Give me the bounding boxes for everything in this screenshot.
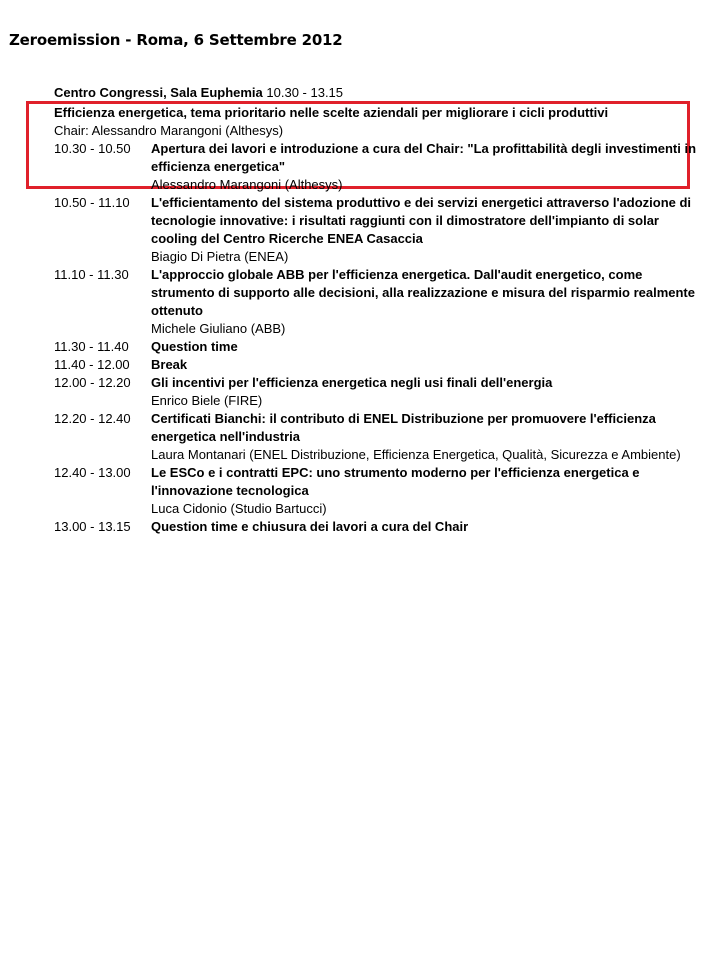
agenda-time: 10.30 - 10.50 bbox=[54, 141, 131, 156]
agenda-title: L'approccio globale ABB per l'efficienza energetica. Dall'audit energetico, come strumento di supporto alle decisioni, alla realizzazione e misura del risparmio realmente ottenuto bbox=[151, 267, 695, 318]
agenda-time: 11.10 - 11.30 bbox=[54, 267, 129, 282]
agenda-title: Certificati Bianchi: il contributo di ENEL Distribuzione per promuovere l'efficienza energetica nell'industria bbox=[151, 411, 656, 444]
agenda-row bbox=[54, 338, 704, 356]
agenda-title: Break bbox=[151, 357, 188, 372]
session-header bbox=[54, 104, 704, 140]
agenda-speaker: Alessandro Marangoni (Althesys) bbox=[151, 177, 343, 192]
agenda-title: Question time e chiusura dei lavori a cura del Chair bbox=[151, 519, 469, 534]
agenda-time: 12.00 - 12.20 bbox=[54, 375, 131, 390]
agenda-row bbox=[54, 194, 704, 266]
agenda-title: Apertura dei lavori e introduzione a cura del Chair: "La profittabilità degli investimenti in efficienza energetica" bbox=[151, 141, 697, 174]
agenda-speaker: Laura Montanari (ENEL Distribuzione, Efficienza Energetica, Qualità, Sicurezza e Ambiente) bbox=[151, 447, 681, 462]
agenda-title: Gli incentivi per l'efficienza energetica negli usi finali dell'energia bbox=[151, 375, 553, 390]
agenda-row bbox=[54, 518, 704, 536]
agenda-speaker: Luca Cidonio (Studio Bartucci) bbox=[151, 501, 327, 516]
agenda-row bbox=[54, 140, 704, 194]
agenda-time: 10.50 - 11.10 bbox=[54, 195, 130, 210]
page-title: Zeroemission - Roma, 6 Settembre 2012 bbox=[9, 31, 343, 49]
agenda-time: 12.20 - 12.40 bbox=[54, 411, 131, 426]
venue-line bbox=[54, 85, 343, 100]
agenda-time: 11.40 - 12.00 bbox=[54, 357, 130, 372]
agenda-time: 13.00 - 13.15 bbox=[54, 519, 131, 534]
agenda-list bbox=[54, 140, 704, 536]
agenda-row bbox=[54, 464, 704, 518]
agenda-time: 11.30 - 11.40 bbox=[54, 339, 129, 354]
venue-place: Centro Congressi, Sala Euphemia bbox=[54, 85, 263, 100]
session-chair: Chair: Alessandro Marangoni (Althesys) bbox=[54, 123, 284, 138]
agenda-time: 12.40 - 13.00 bbox=[54, 465, 131, 480]
venue-time: 10.30 - 13.15 bbox=[262, 85, 344, 100]
agenda-title: Le ESCo e i contratti EPC: uno strumento moderno per l'efficienza energetica e l'innovazione tecnologica bbox=[151, 465, 640, 498]
session-title: Efficienza energetica, tema prioritario nelle scelte aziendali per migliorare i cicli produttivi bbox=[54, 105, 609, 120]
agenda-speaker: Michele Giuliano (ABB) bbox=[151, 321, 286, 336]
agenda-title: L'efficientamento del sistema produttivo e dei servizi energetici attraverso l'adozione di tecnologie innovative: i risultati raggiunti con il dimostratore dell'impianto di solar cooling del Centro Ricerche ENEA Casaccia bbox=[151, 195, 692, 246]
agenda-row bbox=[54, 356, 704, 374]
agenda-row bbox=[54, 374, 704, 410]
agenda-row bbox=[54, 410, 704, 464]
agenda-title: Question time bbox=[151, 339, 238, 354]
agenda-speaker: Enrico Biele (FIRE) bbox=[151, 393, 263, 408]
agenda-speaker: Biagio Di Pietra (ENEA) bbox=[151, 249, 289, 264]
agenda-row bbox=[54, 266, 704, 338]
